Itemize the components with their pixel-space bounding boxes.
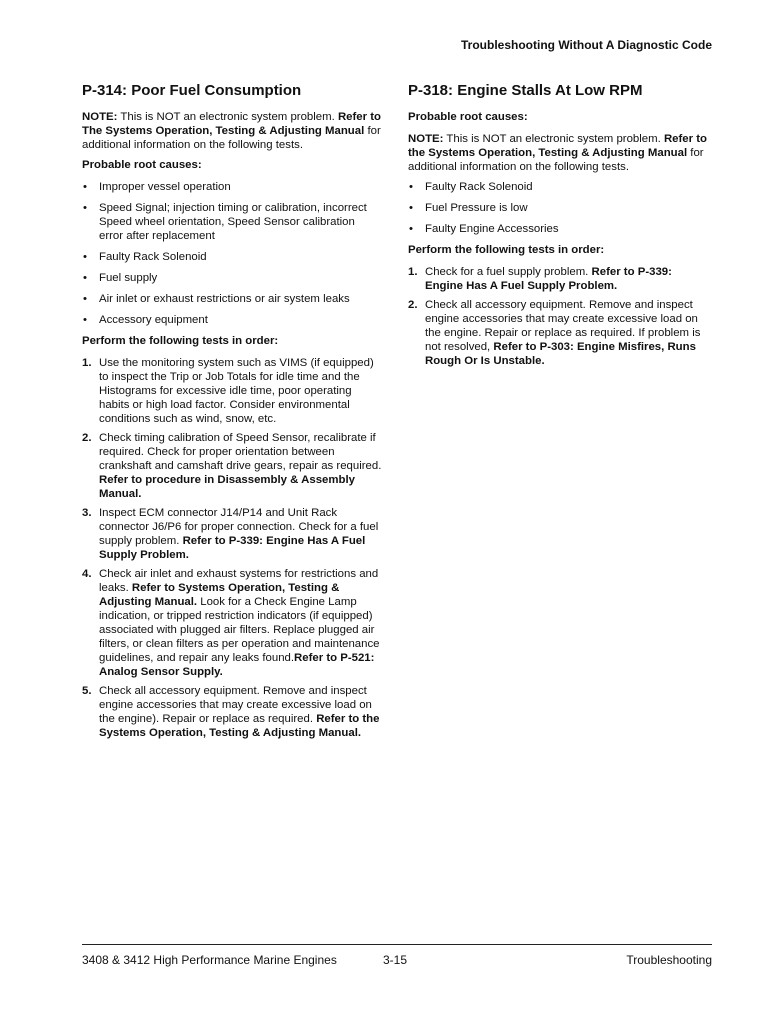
tests-label: Perform the following tests in order: (408, 244, 605, 256)
list-item: 3. Inspect ECM connector J14/P14 and Unit Rack connector J6/P6 for proper connection. Check for a fuel supply problem. Refer to P-339: Engine Has A Fuel Supply Problem. (82, 507, 379, 561)
section-title: P-314: Poor Fuel Consumption (82, 82, 302, 99)
footer-manual-title: 3408 & 3412 High Performance Marine Engines (82, 953, 337, 967)
causes-label: Probable root causes: (82, 159, 202, 171)
manual-reference: Refer to the Systems Operation, Testing & Adjusting Manual. (99, 713, 380, 739)
manual-reference: Refer to The Systems Operation, Testing & Adjusting Manual (82, 111, 381, 137)
list-item: • Accessory equipment (82, 313, 382, 327)
list-item: 5. Check all accessory equipment. Remove and inspect engine accessories that may create excessive load on the engine). Repair or replace as required. Refer to the Systems Operation, Testing & Adjusting Manual. (82, 685, 380, 739)
tests-list (408, 265, 708, 368)
section-p314 (82, 82, 382, 745)
list-item: • Fuel Pressure is low (408, 201, 708, 215)
note-prefix: NOTE: (82, 111, 118, 123)
manual-reference: Refer to the Systems Operation, Testing & Adjusting Manual (408, 133, 707, 159)
causes-list (408, 180, 708, 236)
list-item: • Faulty Rack Solenoid (408, 180, 708, 194)
page-number: 3-15 (383, 953, 408, 967)
causes-list (82, 180, 382, 327)
section-p318 (408, 82, 708, 373)
causes-label: Probable root causes: (408, 111, 528, 123)
tests-list (82, 356, 382, 740)
procedure-reference: Refer to P-339: Engine Has A Fuel Supply Problem. (99, 535, 366, 561)
list-item: • Speed Signal; injection timing or calibration, incorrect Speed wheel orientation, Speed Sensor calibration error after replacement (82, 201, 382, 243)
note-prefix: NOTE: (408, 133, 444, 145)
section-title: P-318: Engine Stalls At Low RPM (408, 82, 643, 99)
procedure-reference: Refer to P-303: Engine Misfires, Runs Rough Or Is Unstable. (425, 341, 696, 367)
running-header: Troubleshooting Without A Diagnostic Code (461, 38, 712, 52)
list-item: • Air inlet or exhaust restrictions or air system leaks (82, 292, 382, 306)
footer-divider (82, 944, 712, 945)
list-item: 1. Use the monitoring system such as VIMS (if equipped) to inspect the Trip or Job Totals for idle time and the Histograms for excessive idle time, poor operating habits or high load factor. Consider environmental conditions such as wind, snow, etc. (82, 357, 374, 425)
manual-reference: Refer to Systems Operation, Testing & Adjusting Manual. (99, 582, 340, 608)
list-item: • Faulty Rack Solenoid (82, 250, 382, 264)
list-item: 1. Check for a fuel supply problem. Refer to P-339: Engine Has A Fuel Supply Problem. (408, 266, 672, 292)
list-item: 2. Check timing calibration of Speed Sensor, recalibrate if required. Check for proper orientation between crankshaft and camshaft drive gears, repair as required. Refer to procedure in Disassembly & Assembly Manual. (82, 432, 382, 500)
note-paragraph: NOTE: This is NOT an electronic system problem. Refer to the Systems Operation, Testing & Adjusting Manual for additional information on the following tests. (408, 133, 707, 173)
procedure-reference: Refer to P-521: Analog Sensor Supply. (99, 652, 375, 678)
manual-reference: Refer to procedure in Disassembly & Assembly Manual. (99, 474, 355, 500)
list-item: 4. Check air inlet and exhaust systems for restrictions and leaks. Refer to Systems Operation, Testing & Adjusting Manual. Look for a Check Engine Lamp indication, or tripped restriction indicators (if equipped) associated with plugged air filters. Replace plugged air filters, or clean filters as per operation and maintenance guidelines, and repair any leaks found.Refer to P-521: Analog Sensor Supply. (82, 568, 380, 678)
list-item: 2. Check all accessory equipment. Remove and inspect engine accessories that may create excessive load on the engine. Repair or replace as required. If problem is not resolved, Refer to P-303: Engine Misfires, Runs Rough Or Is Unstable. (408, 299, 701, 367)
procedure-reference: Refer to P-339: Engine Has A Fuel Supply Problem. (425, 266, 672, 292)
footer-section: Troubleshooting (626, 953, 712, 967)
note-paragraph: NOTE: This is NOT an electronic system problem. Refer to The Systems Operation, Testing & Adjusting Manual for additional information on the following tests. (82, 111, 381, 151)
list-item: • Improper vessel operation (82, 180, 382, 194)
list-item: • Faulty Engine Accessories (408, 222, 708, 236)
tests-label: Perform the following tests in order: (82, 335, 279, 347)
list-item: • Fuel supply (82, 271, 382, 285)
